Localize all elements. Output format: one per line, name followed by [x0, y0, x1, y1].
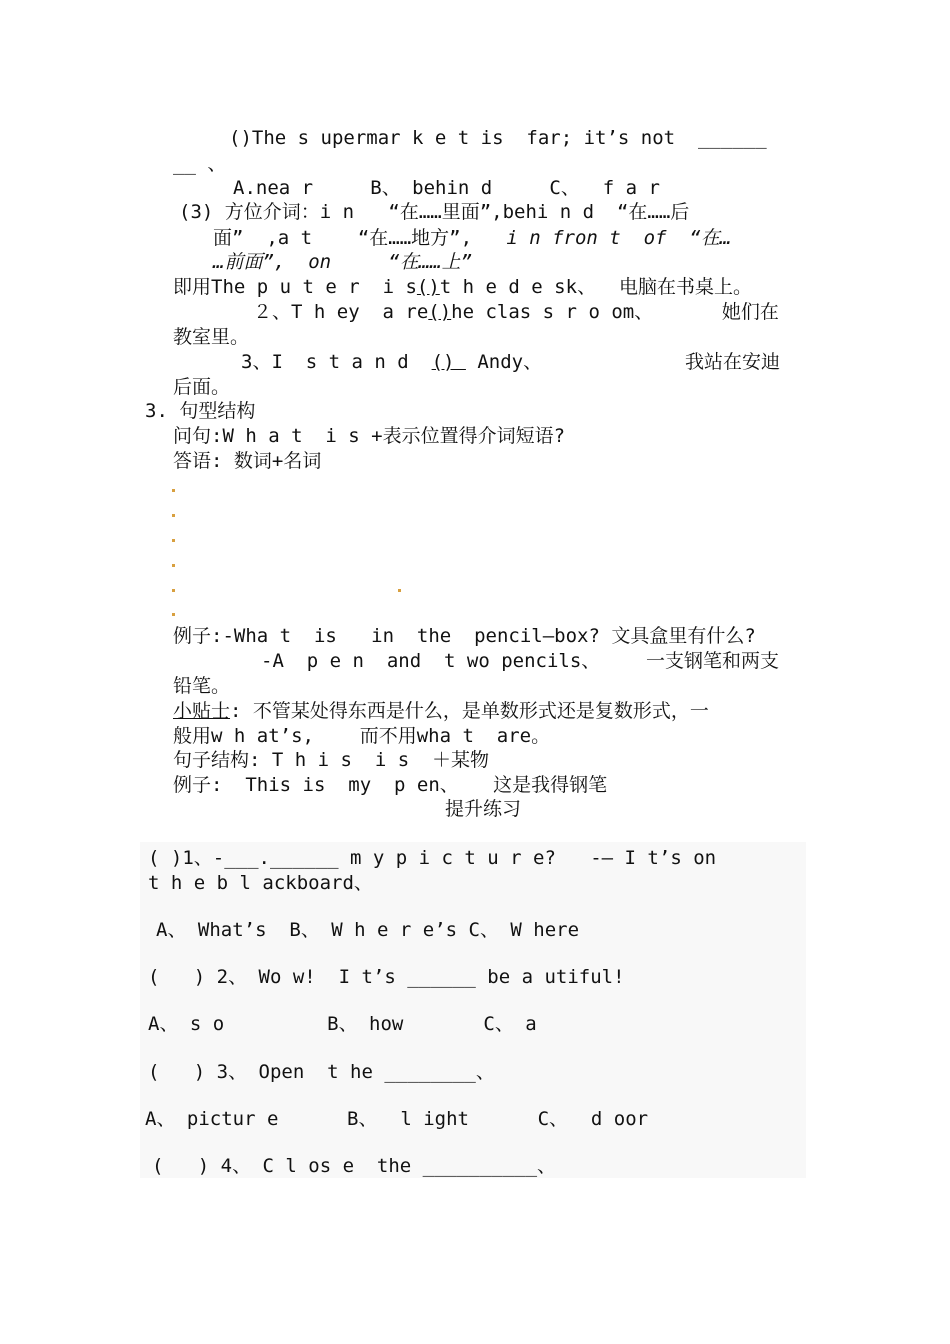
practice-question-2: ( ) 2、 Wo w! I t’s ______ be a utiful!: [148, 966, 625, 988]
tip-line-cont: 般用w h at’s, 而不用wha t are。: [173, 725, 551, 747]
example-sentence-2-cont: 教室里。: [173, 326, 250, 348]
example-answer-cont: 铅笔。: [173, 675, 231, 697]
marker-dot: [172, 613, 175, 616]
marker-dot: [172, 489, 175, 492]
practice-question-1: ( )1、-___.______ m y p i c t u r e? -— I t’s on: [148, 847, 717, 869]
answer-options: A.nea r B、 behin d C、 f a r: [233, 177, 660, 199]
tip-line: 小贴士: 不管某处得东西是什么，是单数形式还是复数形式，一: [173, 700, 709, 722]
example-sentence-1: 即用The p u t e r i s()t h e d e sk、 电脑在书桌上。: [173, 276, 752, 298]
practice-question-1-cont: t h e b l ackboard、: [148, 872, 373, 894]
marker-dot: [172, 589, 175, 592]
sentence-structure: 句子结构: T h i s i s ＋某物: [173, 749, 490, 771]
question-pattern: 问句:W h a t i s +表示位置得介词短语?: [173, 425, 566, 447]
practice-question-3: ( ) 3、 Open t he ________、: [148, 1061, 495, 1083]
practice-options-2: A、 s o B、 how C、 a: [148, 1013, 537, 1035]
marker-dot: [172, 539, 175, 542]
preposition-heading: (3) 方位介词：i n “在……里面”,behi n d “在……后: [179, 201, 690, 223]
example-sentence-3: 3、I s t a n d () Andy、: [241, 351, 543, 373]
question-line: ()The s upermar k e t is far; it’s not ______: [229, 127, 767, 149]
example-answer: -A p e n and t wo pencils、 一支钢笔和两支: [261, 650, 780, 672]
marker-dot: [172, 514, 175, 517]
tip-label: 小贴士: [173, 700, 231, 722]
example-sentence-3-cont: 后面。: [173, 376, 231, 398]
preposition-line-cont: …前面”, on “在……上”: [213, 251, 473, 273]
marker-dot: [172, 564, 175, 567]
question-line-cont: __ 、: [173, 153, 227, 175]
section-heading: 3. 句型结构: [145, 400, 256, 422]
preposition-line: 面” ,a t “在……地方”, i n fron t of “在…: [213, 227, 732, 249]
example-sentence-2: ２、T h ey a re()he clas s r o om、 她们在: [253, 301, 779, 323]
answer-pattern: 答语: 数词+名词: [173, 450, 322, 472]
practice-options-1: A、 What’s B、 W h e r e’s C、 W here: [156, 919, 580, 941]
practice-question-4: ( ) 4、 C l os e the __________、: [152, 1155, 557, 1177]
practice-title: 提升练习: [445, 798, 522, 820]
sentence-example: 例子: This is my p en、 这是我得钢笔: [173, 774, 608, 796]
example-sentence-3-translation: 我站在安迪: [685, 351, 781, 373]
marker-dot: [398, 589, 401, 592]
example-question: 例子:-Wha t is in the pencil—box? 文具盒里有什么?: [173, 625, 756, 647]
practice-options-3: A、 pictur e B、 l ight C、 d oor: [145, 1108, 649, 1130]
